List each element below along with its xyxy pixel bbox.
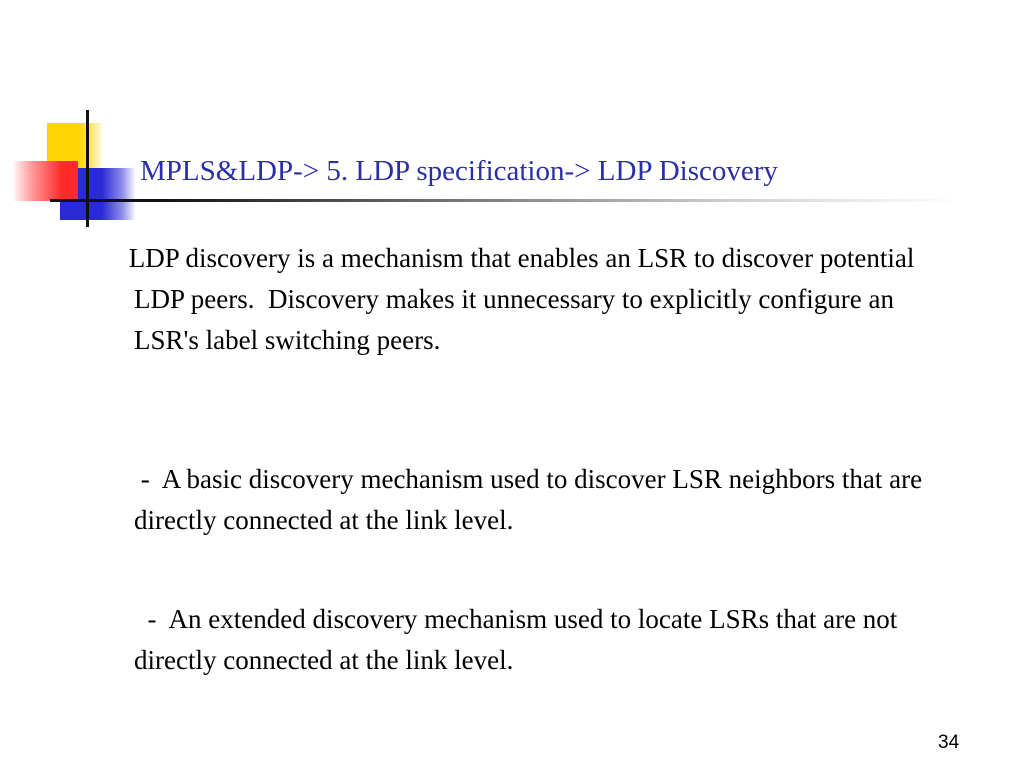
page-number: 34: [938, 732, 960, 753]
red-square-shape: [12, 161, 78, 201]
vertical-rule: [86, 110, 89, 227]
body-paragraph-extended-discovery: - An extended discovery mechanism used to locate LSRs that are not directly connected at the link level.: [134, 604, 905, 675]
body-paragraph-intro: LDP discovery is a mechanism that enables an LSR to discover potential LDP peers. Discovery makes it unnecessary to explicitly configure an LSR's label switching peers.: [122, 243, 922, 355]
slide-logo: [0, 0, 200, 240]
body-paragraph-basic-discovery: - A basic discovery mechanism used to discover LSR neighbors that are directly connected at the link level.: [134, 464, 929, 535]
title-underline: [50, 199, 960, 202]
slide-title: MPLS&LDP-> 5. LDP specification-> LDP Discovery: [140, 155, 778, 187]
